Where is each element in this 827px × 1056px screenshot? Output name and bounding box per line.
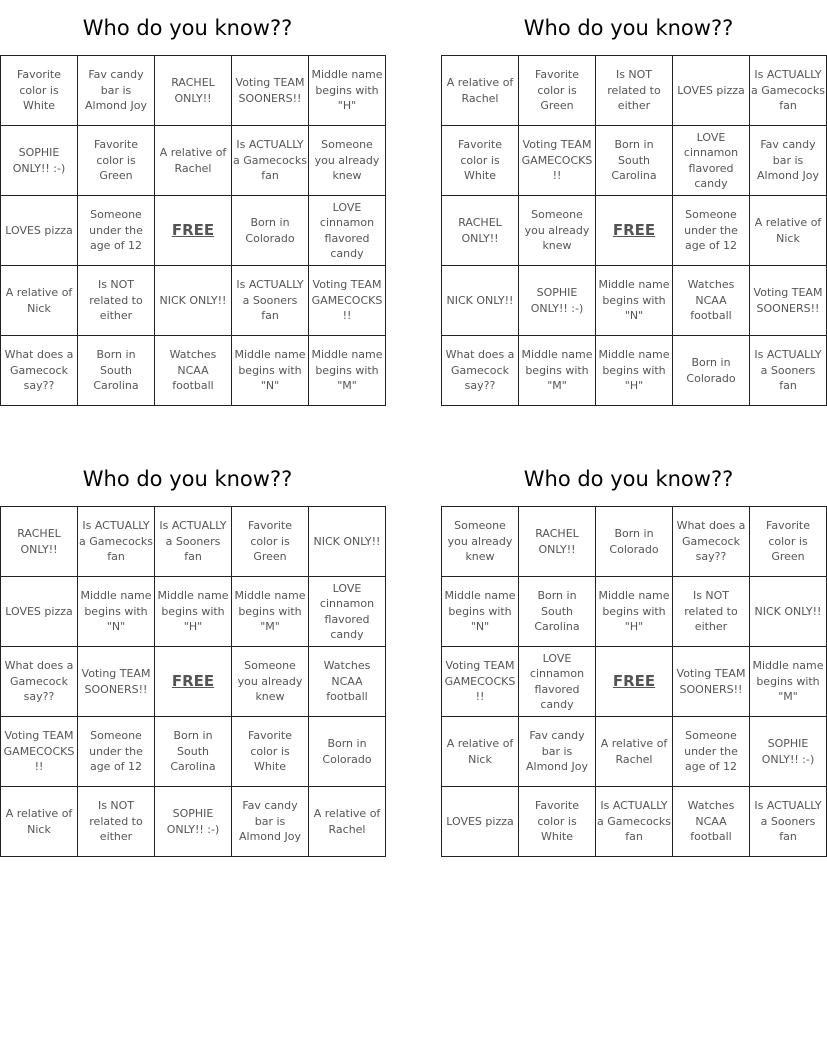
bingo-card-4 [441, 451, 824, 844]
grid-row [442, 126, 827, 196]
free-space-cell: FREE [155, 196, 232, 266]
grid-row [442, 266, 827, 336]
bingo-cell: Someone you already knew [519, 196, 596, 266]
bingo-cell: Watches NCAA football [155, 336, 232, 406]
bingo-cell: Middle name begins with "N" [596, 266, 673, 336]
bingo-cell: SOPHIE ONLY!! :-) [519, 266, 596, 336]
grid-row [1, 507, 386, 577]
bingo-cell: Middle name begins with "N" [78, 577, 155, 647]
bingo-cell: What does a Gamecock say?? [1, 647, 78, 717]
bingo-cell: Someone under the age of 12 [673, 717, 750, 787]
grid-row [442, 56, 827, 126]
bingo-cell: Born in South Carolina [519, 577, 596, 647]
bingo-cell: Middle name begins with "H" [309, 56, 386, 126]
free-space-cell: FREE [596, 196, 673, 266]
grid-row [442, 336, 827, 406]
bingo-cell: Voting TEAM GAMECOCKS!! [309, 266, 386, 336]
bingo-cell: Middle name begins with "M" [232, 577, 309, 647]
bingo-cell: Middle name begins with "H" [596, 577, 673, 647]
bingo-cell: Favorite color is Green [232, 507, 309, 577]
bingo-cell: Middle name begins with "M" [519, 336, 596, 406]
bingo-cell: A relative of Rachel [442, 56, 519, 126]
bingo-grid [0, 55, 386, 406]
bingo-cell: LOVES pizza [442, 787, 519, 857]
bingo-cell: Middle name begins with "H" [596, 336, 673, 406]
grid-row [1, 787, 386, 857]
bingo-cell: Watches NCAA football [673, 266, 750, 336]
bingo-cell: RACHEL ONLY!! [519, 507, 596, 577]
bingo-cell: A relative of Nick [750, 196, 827, 266]
bingo-cell: Fav candy bar is Almond Joy [519, 717, 596, 787]
bingo-cell: Middle name begins with "M" [309, 336, 386, 406]
bingo-cell: Fav candy bar is Almond Joy [750, 126, 827, 196]
bingo-cell: Is ACTUALLY a Gamecocks fan [78, 507, 155, 577]
bingo-cell: A relative of Nick [1, 266, 78, 336]
grid-row [1, 266, 386, 336]
bingo-cell: Born in South Carolina [596, 126, 673, 196]
bingo-cell: Fav candy bar is Almond Joy [78, 56, 155, 126]
card-title: Who do you know?? [82, 16, 293, 40]
bingo-cell: NICK ONLY!! [750, 577, 827, 647]
bingo-cell: Favorite color is White [232, 717, 309, 787]
bingo-cell: Voting TEAM SOONERS!! [232, 56, 309, 126]
bingo-cell: Voting TEAM GAMECOCKS!! [519, 126, 596, 196]
bingo-cell: Someone under the age of 12 [673, 196, 750, 266]
free-space-cell: FREE [596, 647, 673, 717]
bingo-grid [441, 55, 827, 406]
bingo-grid [441, 506, 827, 857]
bingo-cell: LOVE cinnamon flavored candy [519, 647, 596, 717]
bingo-cell: Favorite color is Green [750, 507, 827, 577]
bingo-cell: Someone you already knew [232, 647, 309, 717]
bingo-cell: What does a Gamecock say?? [442, 336, 519, 406]
bingo-cell: Voting TEAM GAMECOCKS!! [442, 647, 519, 717]
bingo-cell: Voting TEAM SOONERS!! [78, 647, 155, 717]
bingo-card-2 [441, 0, 825, 393]
grid-row [1, 647, 386, 717]
bingo-cell: A relative of Nick [442, 717, 519, 787]
bingo-cell: Is ACTUALLY a Sooners fan [155, 507, 232, 577]
bingo-cell: LOVE cinnamon flavored candy [309, 196, 386, 266]
bingo-cell: A relative of Rachel [596, 717, 673, 787]
bingo-cell: Voting TEAM GAMECOCKS!! [1, 717, 78, 787]
card-title: Who do you know?? [523, 467, 734, 491]
bingo-cell: Born in Colorado [309, 717, 386, 787]
bingo-cell: Born in Colorado [673, 336, 750, 406]
grid-row [1, 336, 386, 406]
bingo-cell: A relative of Nick [1, 787, 78, 857]
grid-row [1, 56, 386, 126]
bingo-cell: RACHEL ONLY!! [1, 507, 78, 577]
bingo-cell: Is NOT related to either [673, 577, 750, 647]
grid-row [1, 577, 386, 647]
bingo-cell: What does a Gamecock say?? [673, 507, 750, 577]
bingo-cell: Favorite color is Green [78, 126, 155, 196]
bingo-grid [0, 506, 386, 857]
bingo-cell: Is NOT related to either [596, 56, 673, 126]
bingo-cell: Someone under the age of 12 [78, 717, 155, 787]
bingo-cell: Is ACTUALLY a Gamecocks fan [596, 787, 673, 857]
bingo-cell: Born in South Carolina [78, 336, 155, 406]
bingo-cell: Watches NCAA football [309, 647, 386, 717]
bingo-cell: Born in Colorado [596, 507, 673, 577]
bingo-cell: SOPHIE ONLY!! :-) [1, 126, 78, 196]
bingo-cell: Voting TEAM SOONERS!! [673, 647, 750, 717]
bingo-cell: Is ACTUALLY a Gamecocks fan [232, 126, 309, 196]
bingo-cell: Is NOT related to either [78, 266, 155, 336]
grid-row [1, 126, 386, 196]
bingo-cell: Born in South Carolina [155, 717, 232, 787]
bingo-card-1 [0, 0, 383, 393]
bingo-cell: Middle name begins with "N" [442, 577, 519, 647]
bingo-cell: SOPHIE ONLY!! :-) [155, 787, 232, 857]
bingo-cell: LOVE cinnamon flavored candy [673, 126, 750, 196]
bingo-cell: Someone you already knew [442, 507, 519, 577]
grid-row [442, 717, 827, 787]
card-title: Who do you know?? [523, 16, 734, 40]
grid-row [442, 196, 827, 266]
bingo-cell: Watches NCAA football [673, 787, 750, 857]
bingo-cell: Middle name begins with "M" [750, 647, 827, 717]
bingo-cell: Is ACTUALLY a Sooners fan [750, 336, 827, 406]
bingo-cell: Someone under the age of 12 [78, 196, 155, 266]
bingo-cell: RACHEL ONLY!! [155, 56, 232, 126]
free-space-cell: FREE [155, 647, 232, 717]
grid-row [442, 787, 827, 857]
bingo-cell: LOVES pizza [1, 196, 78, 266]
grid-row [1, 196, 386, 266]
bingo-cell: Is ACTUALLY a Gamecocks fan [750, 56, 827, 126]
grid-row [442, 507, 827, 577]
bingo-cell: LOVES pizza [673, 56, 750, 126]
bingo-cell: What does a Gamecock say?? [1, 336, 78, 406]
bingo-cell: Is ACTUALLY a Sooners fan [750, 787, 827, 857]
grid-row [1, 717, 386, 787]
bingo-cell: Voting TEAM SOONERS!! [750, 266, 827, 336]
bingo-cell: Born in Colorado [232, 196, 309, 266]
bingo-cell: Fav candy bar is Almond Joy [232, 787, 309, 857]
grid-row [442, 647, 827, 717]
bingo-cell: A relative of Rachel [309, 787, 386, 857]
grid-row [442, 577, 827, 647]
bingo-cell: Favorite color is White [1, 56, 78, 126]
bingo-cell: Is ACTUALLY a Sooners fan [232, 266, 309, 336]
bingo-cell: NICK ONLY!! [442, 266, 519, 336]
bingo-cell: LOVE cinnamon flavored candy [309, 577, 386, 647]
bingo-cell: Middle name begins with "H" [155, 577, 232, 647]
bingo-cell: SOPHIE ONLY!! :-) [750, 717, 827, 787]
bingo-cell: NICK ONLY!! [155, 266, 232, 336]
bingo-card-3 [0, 451, 381, 844]
bingo-cell: Favorite color is White [519, 787, 596, 857]
card-title: Who do you know?? [82, 467, 293, 491]
bingo-cell: Middle name begins with "N" [232, 336, 309, 406]
bingo-cell: NICK ONLY!! [309, 507, 386, 577]
bingo-cell: RACHEL ONLY!! [442, 196, 519, 266]
bingo-cell: Someone you already knew [309, 126, 386, 196]
bingo-cell: Is NOT related to either [78, 787, 155, 857]
bingo-cell: Favorite color is Green [519, 56, 596, 126]
bingo-cell: A relative of Rachel [155, 126, 232, 196]
bingo-cell: Favorite color is White [442, 126, 519, 196]
bingo-cell: LOVES pizza [1, 577, 78, 647]
